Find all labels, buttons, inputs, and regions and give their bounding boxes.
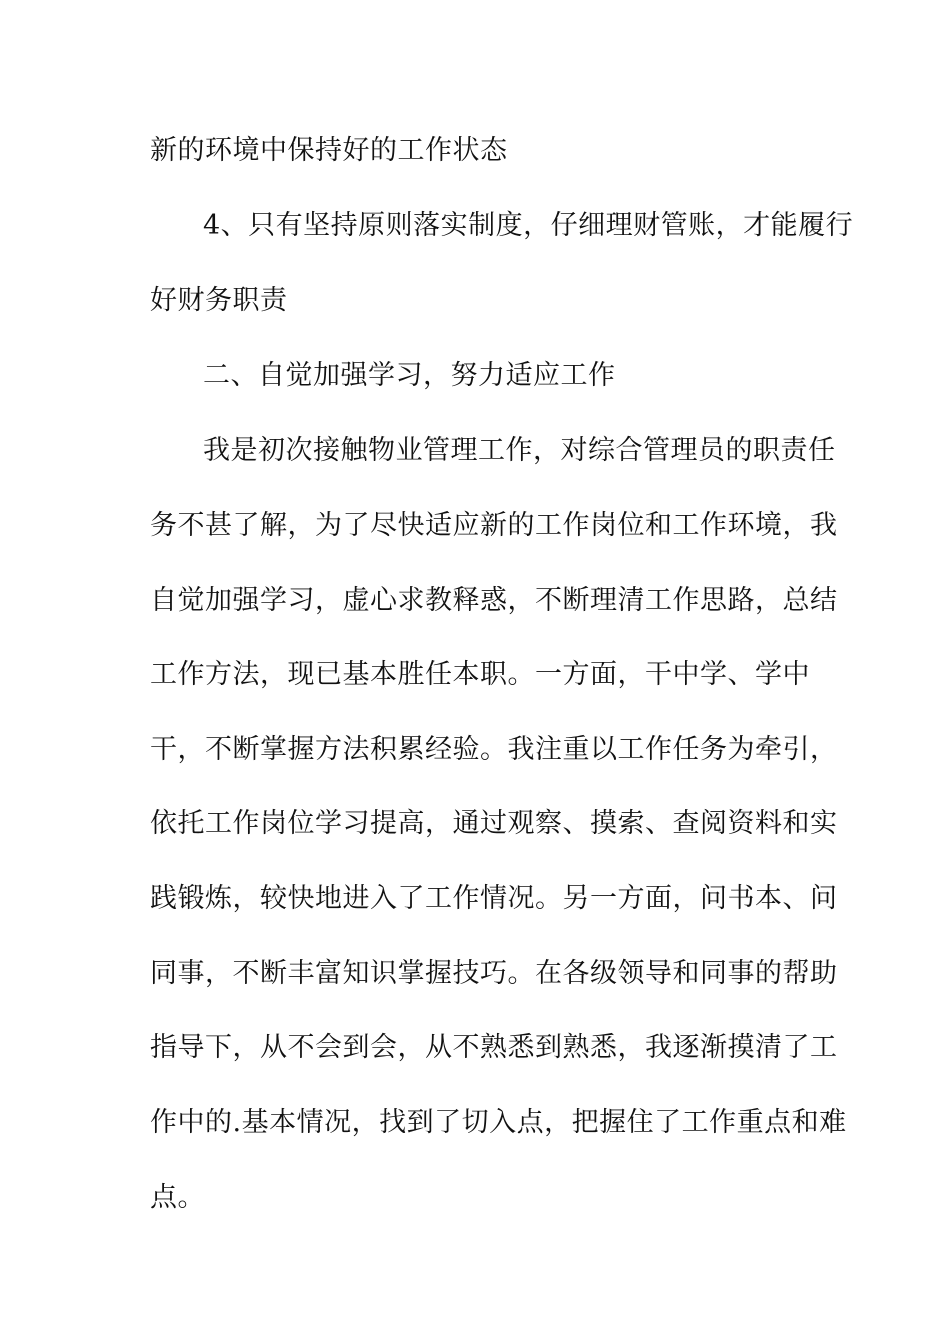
text-line: 我是初次接触物业管理工作，对综合管理员的职责任 xyxy=(203,435,836,466)
text-line: 干，不断掌握方法积累经验。我注重以工作任务为牵引， xyxy=(150,734,838,765)
text-line: 新的环境中保持好的工作状态 xyxy=(150,135,508,166)
text-line: 务不甚了解，为了尽快适应新的工作岗位和工作环境，我 xyxy=(150,510,838,541)
text-line: 依托工作岗位学习提高，通过观察、摸索、查阅资料和实 xyxy=(150,808,838,839)
text-line: 作中的.基本情况，找到了切入点，把握住了工作重点和难 xyxy=(150,1107,847,1138)
text-line: 践锻炼，较快地进入了工作情况。另一方面，问书本、问 xyxy=(150,883,838,914)
text-line: 同事，不断丰富知识掌握技巧。在各级领导和同事的帮助 xyxy=(150,958,838,989)
section-heading: 二、自觉加强学习，努力适应工作 xyxy=(203,360,616,391)
text-line: 好财务职责 xyxy=(150,285,288,316)
text-line: 点。 xyxy=(150,1182,205,1213)
text-line: 指导下，从不会到会，从不熟悉到熟悉，我逐渐摸清了工 xyxy=(150,1032,838,1063)
text-line: 工作方法，现已基本胜任本职。一方面，干中学、学中 xyxy=(150,659,810,690)
text-line: 4、只有坚持原则落实制度，仔细理财管账，才能履行 xyxy=(203,210,854,241)
text-line: 自觉加强学习，虚心求教释惑，不断理清工作思路，总结 xyxy=(150,585,838,616)
